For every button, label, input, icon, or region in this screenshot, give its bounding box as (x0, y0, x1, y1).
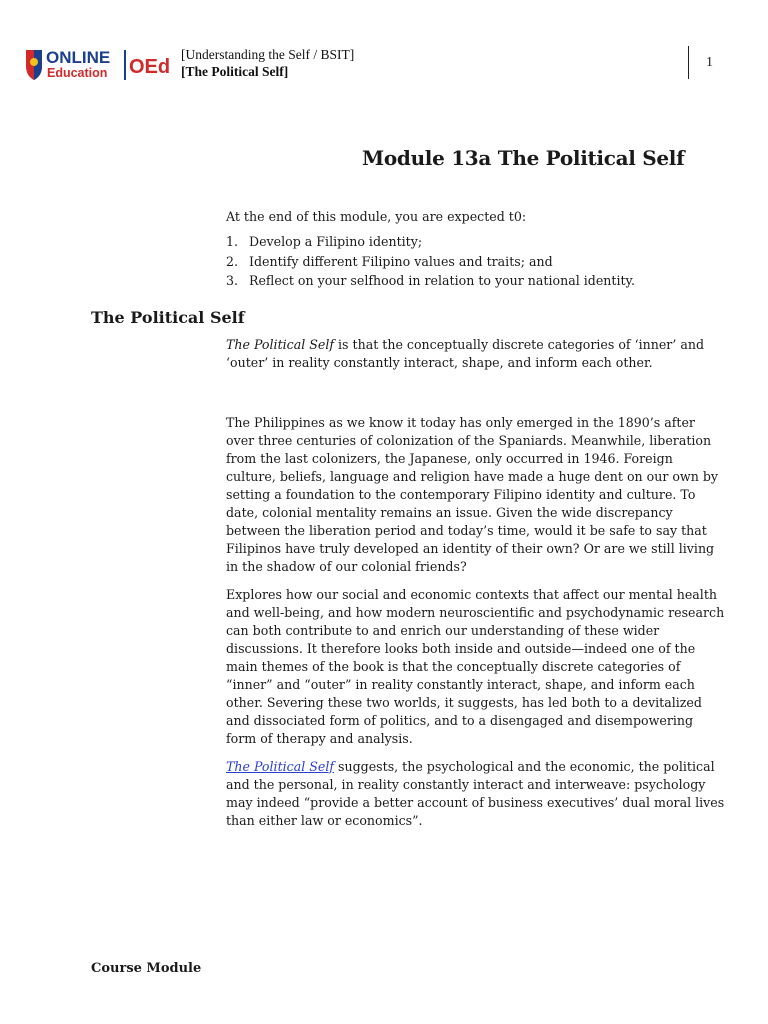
footer-course-module: Course Module (91, 961, 202, 976)
paragraph-4: The Political Self suggests, the psychological and the economic, the political and the personal, in reality constantly interact and interweave: psychology may indeed “provide a better account of business executives’ dual moral lives than either law or economics”. (226, 759, 725, 828)
header-meta (181, 46, 354, 80)
paragraph-1: The Political Self is that the conceptually discrete categories of ‘inner’ and ‘outer’ in reality constantly interact, shape, and inform each other. (226, 337, 705, 370)
intro-text: At the end of this module, you are expected t0: (226, 209, 527, 224)
paragraph-2: The Philippines as we know it today has only emerged in the 1890’s after over three centuries of colonization of the Spaniards. Meanwhile, liberation from the last colonizers, the Japanese, only occurred in 1946. Foreign culture, beliefs, language and religion have made a huge dent on our own by setting a foundation to the contemporary Filipino identity and culture. To date, colonial mentality remains an issue. Given the wide discrepancy between the liberation period and today’s time, would it be safe to say that Filipinos have truly developed an identity of their own? Or are we still living in the shadow of our colonial friends? (226, 415, 719, 574)
paragraph-3: Explores how our social and economic contexts that affect our mental health and well-being, and how modern neuroscientific and psychodynamic research can both contribute to and enrich our understanding of these wider discussions. It therefore looks both inside and outside—indeed one of the main themes of the book is that the conceptually discrete categories of “inner” and “outer” in reality constantly interact, shape, and inform each other. Severing these two worlds, it suggests, has led both to a devitalized and dissociated form of politics, and to a disengaged and disempowering form of therapy and analysis. (226, 587, 725, 746)
module-title: Module 13a The Political Self (362, 146, 685, 170)
header-divider (688, 46, 689, 79)
page-number: 1 (706, 55, 713, 70)
logo-text-online: ONLINE (46, 48, 111, 67)
list-item: 1. Develop a Filipino identity; (226, 234, 423, 249)
objectives-list (226, 232, 635, 291)
political-self-link[interactable]: The Political Self (226, 759, 335, 774)
online-education-logo (23, 44, 175, 84)
logo-text-oed: OEd (129, 56, 171, 78)
list-item: 2. Identify different Filipino values and traits; and (226, 253, 553, 269)
topic-line: [The Political Self] (181, 64, 289, 79)
section-heading: The Political Self (91, 308, 245, 327)
course-line: [Understanding the Self / BSIT] (181, 47, 355, 62)
logo-text-education: Education (47, 66, 108, 80)
list-item: 3. Reflect on your selfhood in relation to your national identity. (226, 273, 635, 288)
